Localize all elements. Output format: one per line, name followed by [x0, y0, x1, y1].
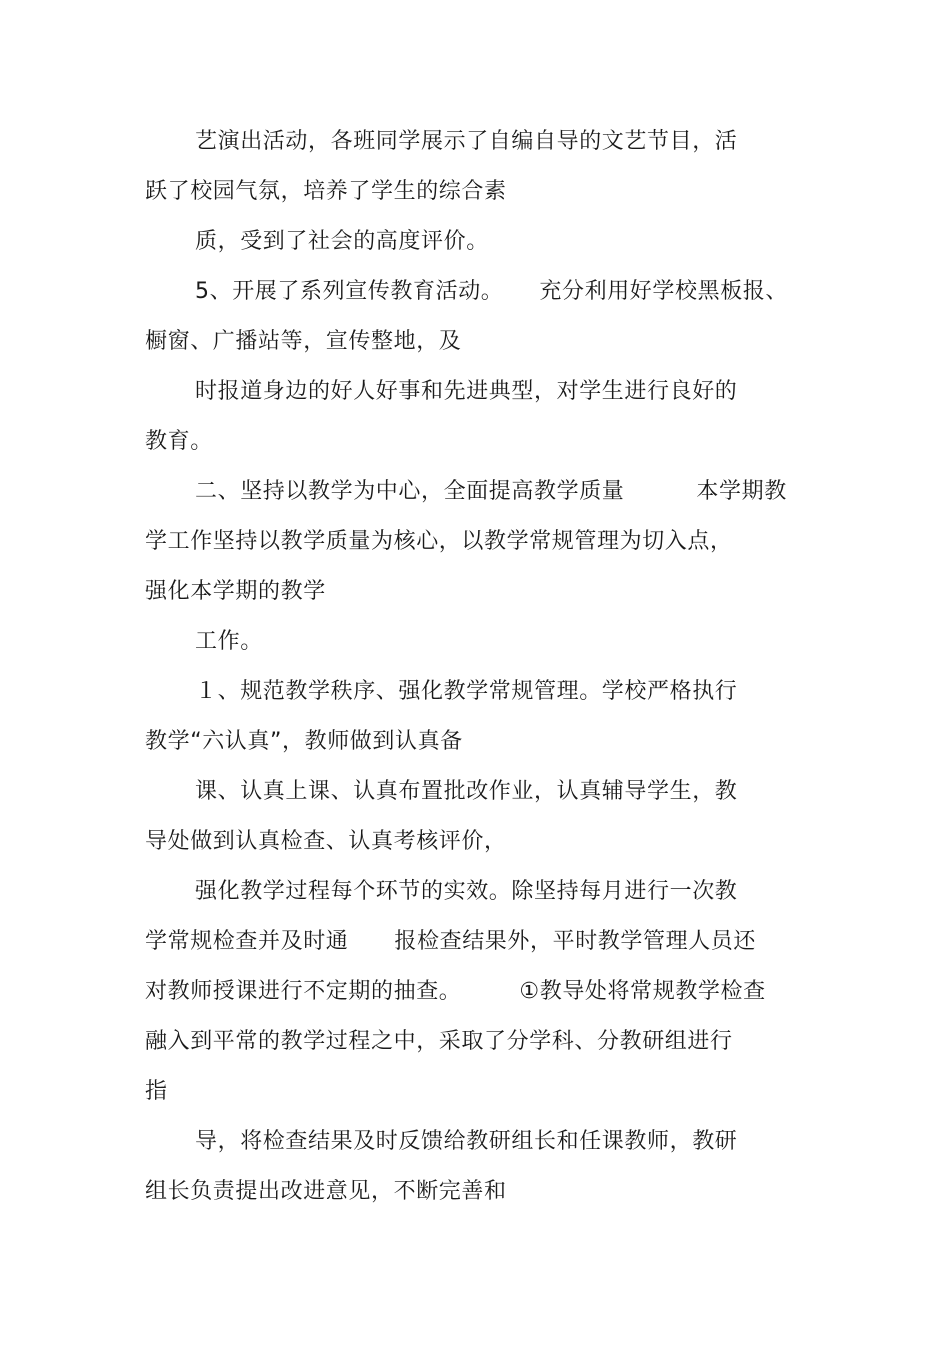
- text-line: [145, 977, 766, 1007]
- text-line: [145, 427, 213, 457]
- text-segment: 5、开展了系列宣传教育活动。: [195, 279, 504, 304]
- text-segment: 对教师授课进行不定期的抽查。: [145, 979, 462, 1004]
- text-line: [145, 827, 507, 857]
- section-heading: [195, 477, 787, 507]
- text-line: [195, 227, 489, 257]
- text-segment: 充分利用好学校黑板报、: [539, 279, 789, 304]
- text-segment: 艺演出活动，各班同学展示了自编自导的文艺节目，活: [195, 129, 738, 154]
- text-segment: 强化本学期的教学: [145, 579, 326, 604]
- text-segment: 教学“六认真”，教师做到认真备: [145, 729, 463, 754]
- text-segment: 组长负责提出改进意见，不断完善和: [145, 1179, 507, 1204]
- text-line: [145, 577, 326, 607]
- text-line: [145, 927, 756, 957]
- text-line: [145, 1027, 733, 1057]
- text-segment: 指: [145, 1079, 168, 1104]
- text-line: [145, 727, 463, 757]
- text-segment: 跃了校园气氛，培养了学生的综合素: [145, 179, 507, 204]
- text-line: [195, 1127, 737, 1157]
- text-line: [145, 1077, 168, 1107]
- text-line: [195, 777, 737, 807]
- text-segment: 工作。: [195, 629, 263, 654]
- text-segment: 二、坚持以教学为中心，全面提高教学质量: [195, 479, 625, 504]
- text-line: [195, 677, 737, 707]
- text-line: [145, 177, 507, 207]
- text-segment: 导，将检查结果及时反馈给教研组长和任课教师，教研: [195, 1129, 738, 1154]
- text-line: [145, 527, 733, 557]
- text-segment: 融入到平常的教学过程之中，采取了分学科、分教研组进行: [145, 1029, 733, 1054]
- text-line: [195, 377, 737, 407]
- text-segment: 课、认真上课、认真布置批改作业，认真辅导学生，教: [195, 779, 738, 804]
- text-segment: ①教导处将常规教学检查: [519, 979, 766, 1004]
- text-line: [195, 277, 788, 307]
- text-line: [145, 1177, 507, 1207]
- text-segment: 报检查结果外，平时教学管理人员还: [394, 929, 757, 954]
- text-line: [145, 327, 461, 357]
- text-segment: 学常规检查并及时通: [145, 929, 349, 954]
- text-segment: 学工作坚持以教学质量为核心，以教学常规管理为切入点，: [145, 529, 733, 554]
- text-segment: 质，受到了社会的高度评价。: [195, 229, 489, 254]
- text-segment: 时报道身边的好人好事和先进典型，对学生进行良好的: [195, 379, 738, 404]
- text-segment: 本学期教: [696, 479, 787, 504]
- text-segment: 教育。: [145, 429, 213, 454]
- text-segment: 导处做到认真检查、认真考核评价，: [145, 829, 507, 854]
- text-segment: 橱窗、广播站等，宣传整地，及: [145, 329, 462, 354]
- text-line: [195, 627, 263, 657]
- text-line: [195, 877, 737, 907]
- text-line: [195, 127, 737, 157]
- text-segment: １、规范教学秩序、强化教学常规管理。学校严格执行: [195, 679, 738, 704]
- text-segment: 强化教学过程每个环节的实效。除坚持每月进行一次教: [195, 879, 738, 904]
